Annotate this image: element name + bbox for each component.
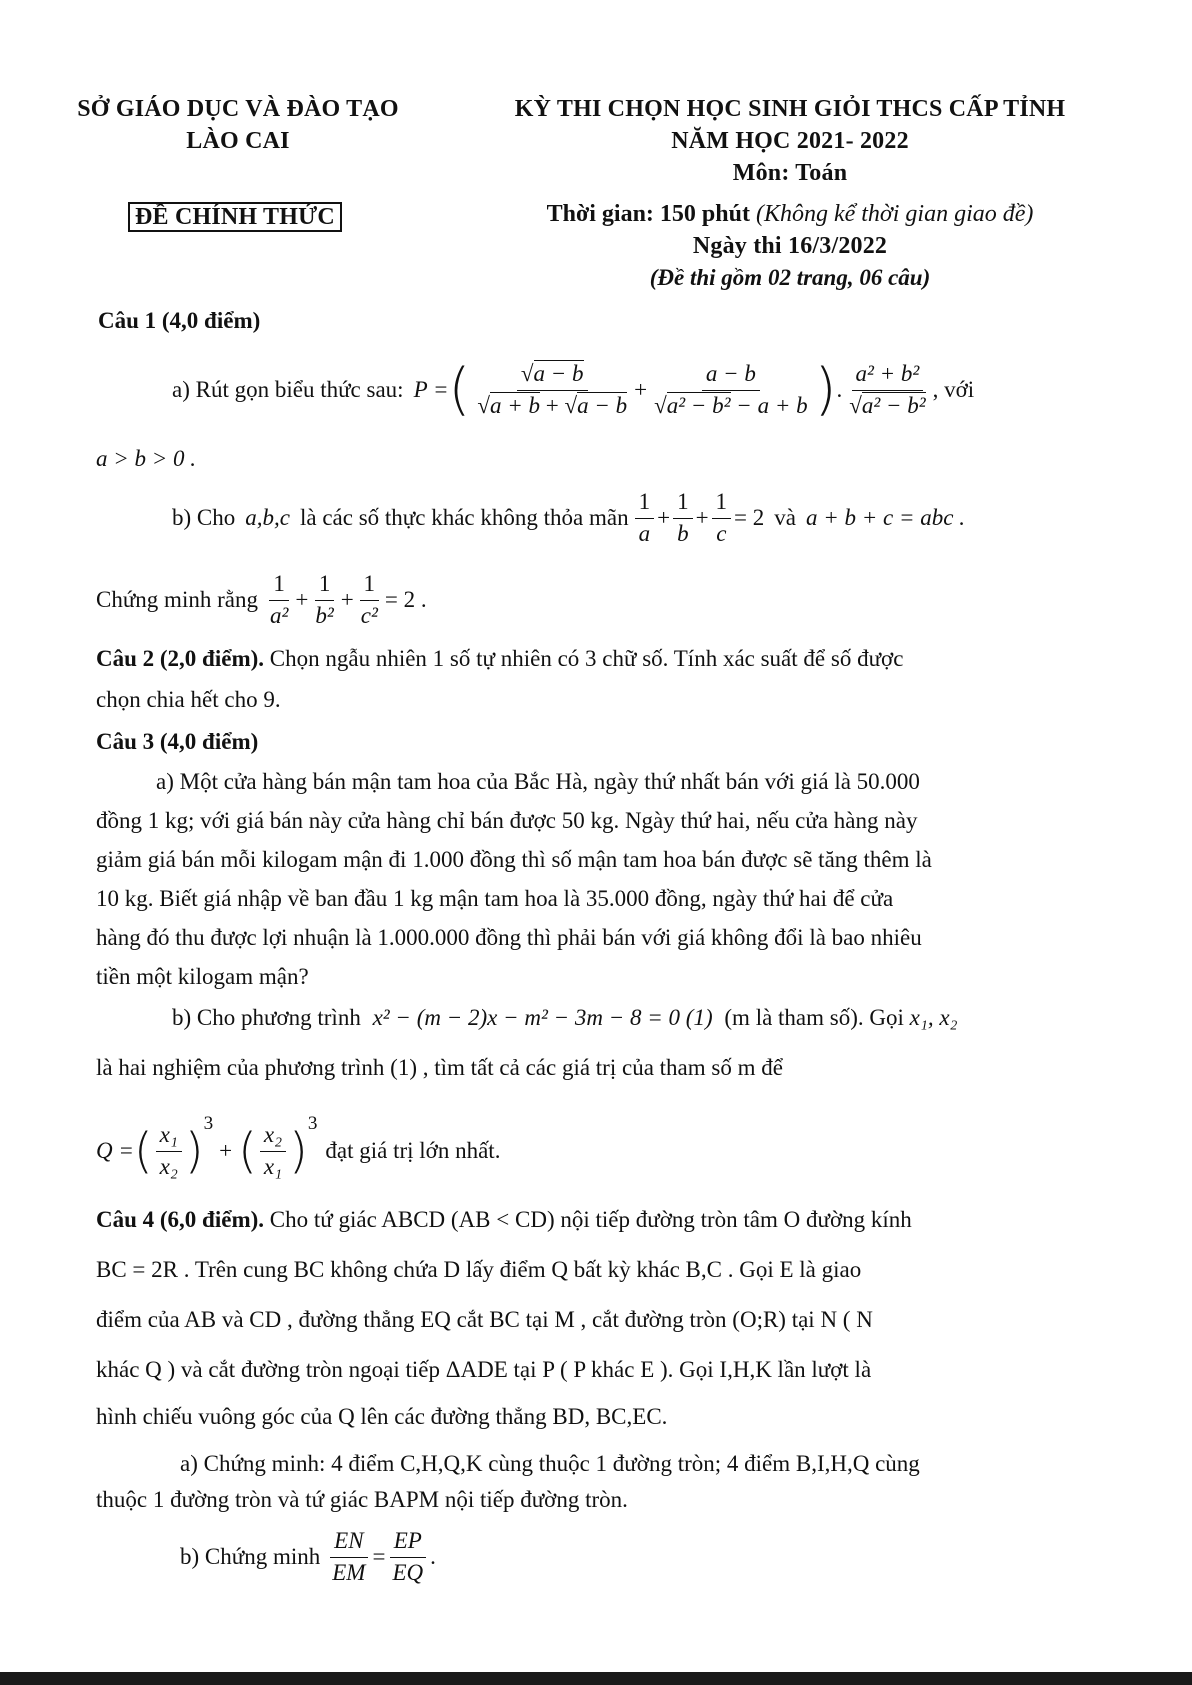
frac-1-over-c: $\frac{1}{c}$: [712, 489, 732, 547]
q1b-line: b) Cho a,b,c là các số thực khác không thỏa mãn $\frac{1}{a}$ + $\frac{1}{b}$ + $\frac{1}{c}$ = 2 và a + b + c = abc .: [172, 489, 965, 546]
q1b-prove-prefix: Chứng minh rằng: [96, 587, 258, 613]
q3a-line: giảm giá bán mỗi kilogam mận đi 1.000 đồng thì số mận tam hoa bán được sẽ tăng thêm là: [96, 847, 932, 872]
q3a-line: 10 kg. Biết giá nhập về ban đầu 1 kg mận tam hoa là 35.000 đồng, ngày thứ hai để cửa: [96, 886, 894, 911]
exam-time: [455, 201, 1125, 228]
q3a-line: a) Một cửa hàng bán mận tam hoa của Bắc Hà, ngày thứ nhất bán với giá là 50.000: [156, 769, 920, 794]
q1b-eq2: a + b + c = abc .: [806, 505, 965, 531]
q3b-prefix: b) Cho phương trình: [172, 1005, 361, 1030]
q4-text: hình chiếu vuông góc của Q lên các đường thẳng BD, BC,EC.: [96, 1404, 668, 1429]
q4a-line2: thuộc 1 đường tròn và tứ giác BAPM nội tiếp đường tròn.: [96, 1487, 628, 1512]
q3a-line: đồng 1 kg; với giá bán này cửa hàng chỉ bán được 50 kg. Ngày thứ hai, nếu cửa hàng này: [96, 808, 918, 833]
frac-x2-x1: $\frac{\text{x₂}}{\text{x₁}}$: [260, 1122, 286, 1180]
q1a-suffix: , với: [932, 377, 975, 403]
q3b-line2: là hai nghiệm của phương trình (1) , tìm tất cả các giá trị của tham số m để: [96, 1055, 783, 1080]
q3-title: Câu 3 (4,0 điểm): [96, 729, 259, 754]
q1b-mid: là các số thực khác không thỏa mãn: [299, 505, 629, 531]
q4b-prefix: b) Chứng minh: [180, 1544, 321, 1570]
q3a-line: tiền một kilogam mận?: [96, 964, 309, 989]
school-year: NĂM HỌC 2021- 2022: [671, 128, 909, 154]
q1a-frac-1: $\frac{√a - b}{√a + b + √a - b}$: [477, 361, 628, 418]
q2-line1: [96, 645, 903, 673]
frac-1-over-a2: $\frac{1}{\text{a²}}$: [269, 571, 289, 628]
q2-text-2: chọn chia hết cho 9.: [96, 687, 281, 712]
q1a-condition: a > b > 0 .: [96, 446, 197, 471]
frac-x1-x2: $\frac{\text{x₁}}{\text{x₂}}$: [156, 1122, 182, 1180]
q3b-equation: x² − (m − 2)x − m² − 3m − 8 = 0 (1): [372, 1005, 713, 1030]
q1b-prove-line: Chứng minh rằng $\frac{1}{\text{a²}}$ + $\frac{1}{\text{b²}}$ + $\frac{1}{\text{c²}}$ = 2 .: [96, 571, 427, 628]
frac-1-over-a: $\frac{1}{a}$: [635, 489, 655, 547]
q1a-expression: P =: [413, 377, 449, 403]
province-name: LÀO CAI: [186, 128, 290, 154]
q4-text: khác Q ) và cắt đường tròn ngoại tiếp ΔADE tại P ( P khác E ). Gọi I,H,K lần lượt là: [96, 1357, 872, 1382]
frac-ep-eq: $\frac{EP}{EQ}$: [388, 1528, 427, 1586]
exam-pages-note: (Đề thi gồm 02 trang, 06 câu): [649, 265, 931, 290]
paren-right: ): [814, 357, 837, 422]
frac-1-over-b: $\frac{1}{b}$: [673, 489, 693, 547]
q1a-prefix: a) Rút gọn biểu thức sau:: [172, 377, 404, 403]
q1a-frac-3: $\frac{\text{a² + b²}}{\text{√a² − b²}}$: [849, 361, 926, 418]
q2-title: Câu 2 (2,0 điểm).: [96, 646, 265, 671]
official-stamp: [128, 204, 342, 231]
q4a-line1: a) Chứng minh: 4 điểm C,H,Q,K cùng thuộc 1 đường tròn; 4 điểm B,I,H,Q cùng: [180, 1451, 920, 1476]
subject: Môn: Toán: [732, 160, 848, 186]
q1a-line: a) Rút gọn biểu thức sau: P = ( $\frac{√a - b}{√a + b + √a - b}$ + $\frac{a - b}{\text{√a² − b² − a + b}}$ ) . $\frac{\text{a² + b²}}{\text{√a² − b²}}$ , với: [172, 357, 975, 422]
q4b-line: b) Chứng minh $\frac{EN}{EM}$ = $\frac{EP}{EQ}$ .: [180, 1528, 436, 1585]
q4-text: điểm của AB và CD , đường thẳng EQ cắt BC tại M , cắt đường tròn (O;R) tại N ( N: [96, 1307, 873, 1332]
q4-line1: [96, 1206, 912, 1234]
q3b-q-line: Q = ( $\frac{\text{x₁}}{\text{x₂}}$ ) $^3$ + ( $\frac{\text{x₂}}{\text{x₁}}$ ) $^3$ đạt giá trị lớn nhất.: [96, 1113, 501, 1179]
q1a-frac-2: $\frac{a - b}{\text{√a² − b² − a + b}}$: [654, 361, 808, 418]
q2-text-1: Chọn ngẫu nhiên 1 số tự nhiên có 3 chữ số. Tính xác suất để số được: [269, 646, 904, 671]
q4-text: Cho tứ giác ABCD (AB < CD) nội tiếp đường tròn tâm O đường kính: [269, 1207, 912, 1232]
q4-text: BC = 2R . Trên cung BC không chứa D lấy điểm Q bất kỳ khác B,C . Gọi E là giao: [96, 1257, 862, 1282]
time-note: (Không kể thời gian giao đề): [755, 201, 1034, 227]
q3a-line: hàng đó thu được lợi nhuận là 1.000.000 đồng thì phải bán với giá không đổi là bao nhiêu: [96, 925, 922, 950]
exam-title: KỲ THI CHỌN HỌC SINH GIỎI THCS CẤP TỈNH: [514, 96, 1066, 122]
department-name: SỞ GIÁO DỤC VÀ ĐÀO TẠO: [77, 96, 399, 122]
page-bottom-edge: [0, 1672, 1192, 1685]
exam-date: Ngày thi 16/3/2022: [692, 233, 888, 259]
q3b-reach: đạt giá trị lớn nhất.: [325, 1138, 501, 1164]
frac-1-over-c2: $\frac{1}{\text{c²}}$: [360, 571, 378, 628]
q3b-line1: [172, 1004, 958, 1032]
q3b-q-expression: Q =: [96, 1138, 134, 1164]
q3b-roots: x₁, x₂: [909, 1005, 958, 1030]
q1b-and: và: [774, 505, 796, 531]
frac-1-over-b2: $\frac{1}{\text{b²}}$: [315, 571, 334, 628]
q4-title: Câu 4 (6,0 điểm).: [96, 1207, 265, 1232]
q1b-vars: a,b,c: [245, 505, 290, 531]
q3b-after: (m là tham số). Gọi: [724, 1005, 904, 1030]
frac-en-em: $\frac{EN}{EM}$: [328, 1528, 369, 1586]
q1b-prefix: b) Cho: [172, 505, 236, 531]
official-label: ĐỀ CHÍNH THỨC: [128, 202, 342, 232]
q1-title: Câu 1 (4,0 điểm): [98, 308, 261, 333]
paren-left: (: [448, 357, 471, 422]
time-duration: Thời gian: 150 phút: [546, 201, 750, 227]
